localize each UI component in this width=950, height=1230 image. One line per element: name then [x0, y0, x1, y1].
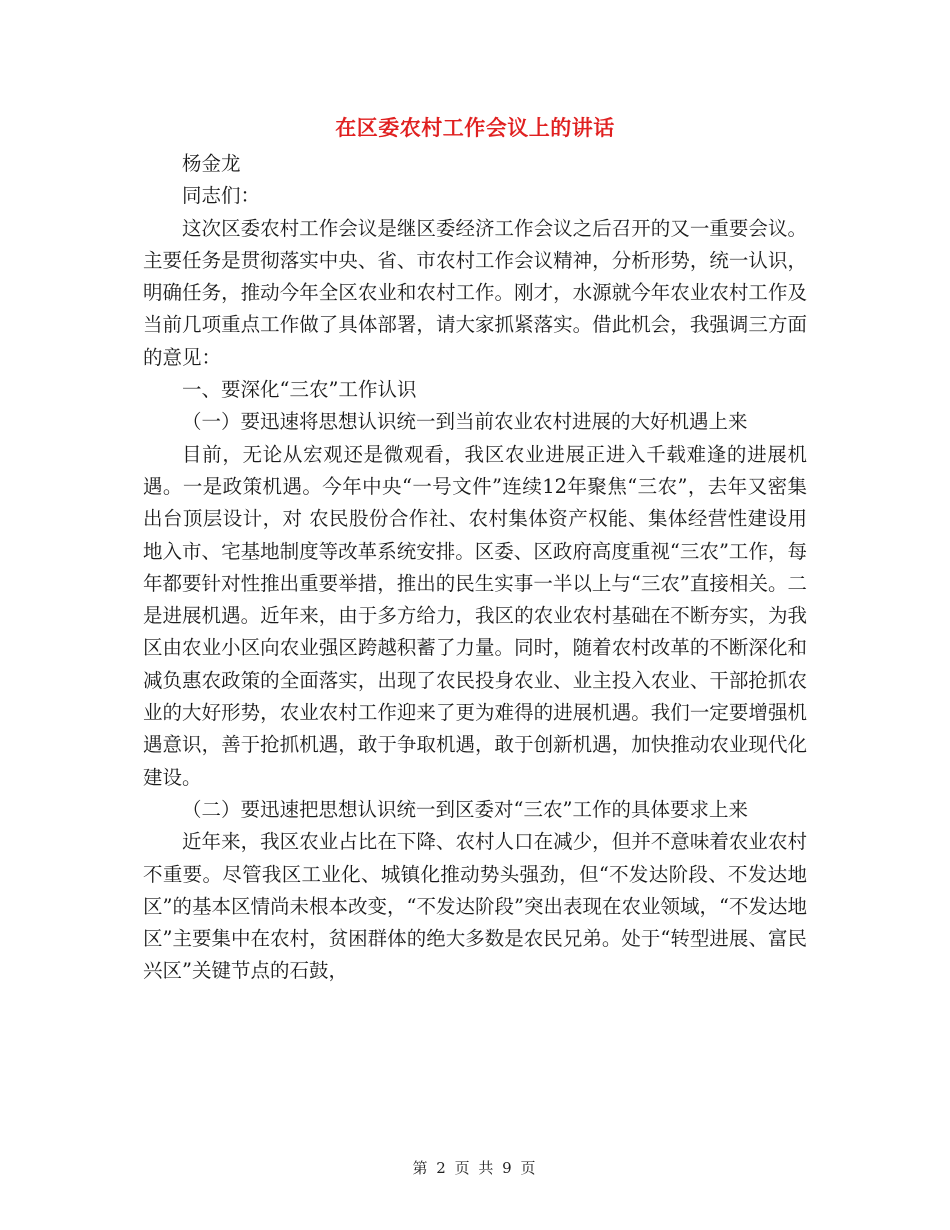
subsection-heading: （二）要迅速把思想认识统一到区委对“三农”工作的具体要求上来	[182, 797, 748, 821]
paragraph: 近年来，我区农业占比在下降、农村人口在减少，但并不意味着农业农村不重要。尽管我区工业化、城镇化推动势头强劲，但“不发达阶段、不发达地区”的基本区情尚未根本改变，“不发达阶段”突出表现在农业领域，“不发达地区”主要集中在农村，贫困群体的绝大多数是农民兄弟。处于“转型进展、富民兴区”关键节点的石鼓，	[143, 830, 807, 983]
page-number: 第 2 页 共 9 页	[412, 1159, 538, 1177]
paragraph: 目前，无论从宏观还是微观看，我区农业进展正进入千载难逢的进展机遇。一是政策机遇。今年中央“一号文件”连续12年聚焦“三农”，去年又密集出台顶层设计，对 农民股份合作社、农村集体资产权能、集体经营性建设用地入市、宅基地制度等改革系统安排。区委、区政府高度重视“三农”工作，每年都要针对性推出重要举措，推出的民生实事一半以上与“三农”直接相关。二是进展机遇。近年来，由于多方给力，我区的农业农村基础在不断夯实，为我区由农业小区向农业强区跨越积蓄了力量。同时，随着农村改革的不断深化和减负惠农政策的全面落实，出现了农民投身农业、业主投入农业、干部抢抓农业的大好形势，农业农村工作迎来了更为难得的进展机遇。我们一定要增强机遇意识，善于抢抓机遇，敢于争取机遇，敢于创新机遇，加快推动农业现代化建设。	[143, 442, 807, 789]
section-heading: 一、要深化“三农”工作认识	[182, 378, 417, 402]
salutation: 同志们：	[182, 184, 261, 208]
author-line: 杨金龙	[182, 152, 241, 175]
document-title: 在区委农村工作会议上的讲话	[335, 116, 615, 140]
document-body	[143, 148, 807, 988]
subsection-heading: （一）要迅速将思想认识统一到当前农业农村进展的大好机遇上来	[182, 410, 748, 434]
paragraph: 这次区委农村工作会议是继区委经济工作会议之后召开的又一重要会议。主要任务是贯彻落实中央、省、市农村工作会议精神，分析形势，统一认识，明确任务，推动今年全区农业和农村工作。刚才，水源就今年农业农村工作及当前几项重点工作做了具体部署，请大家抓紧落实。借此机会，我强调三方面的意见：	[143, 216, 807, 369]
page-footer	[0, 1157, 950, 1178]
